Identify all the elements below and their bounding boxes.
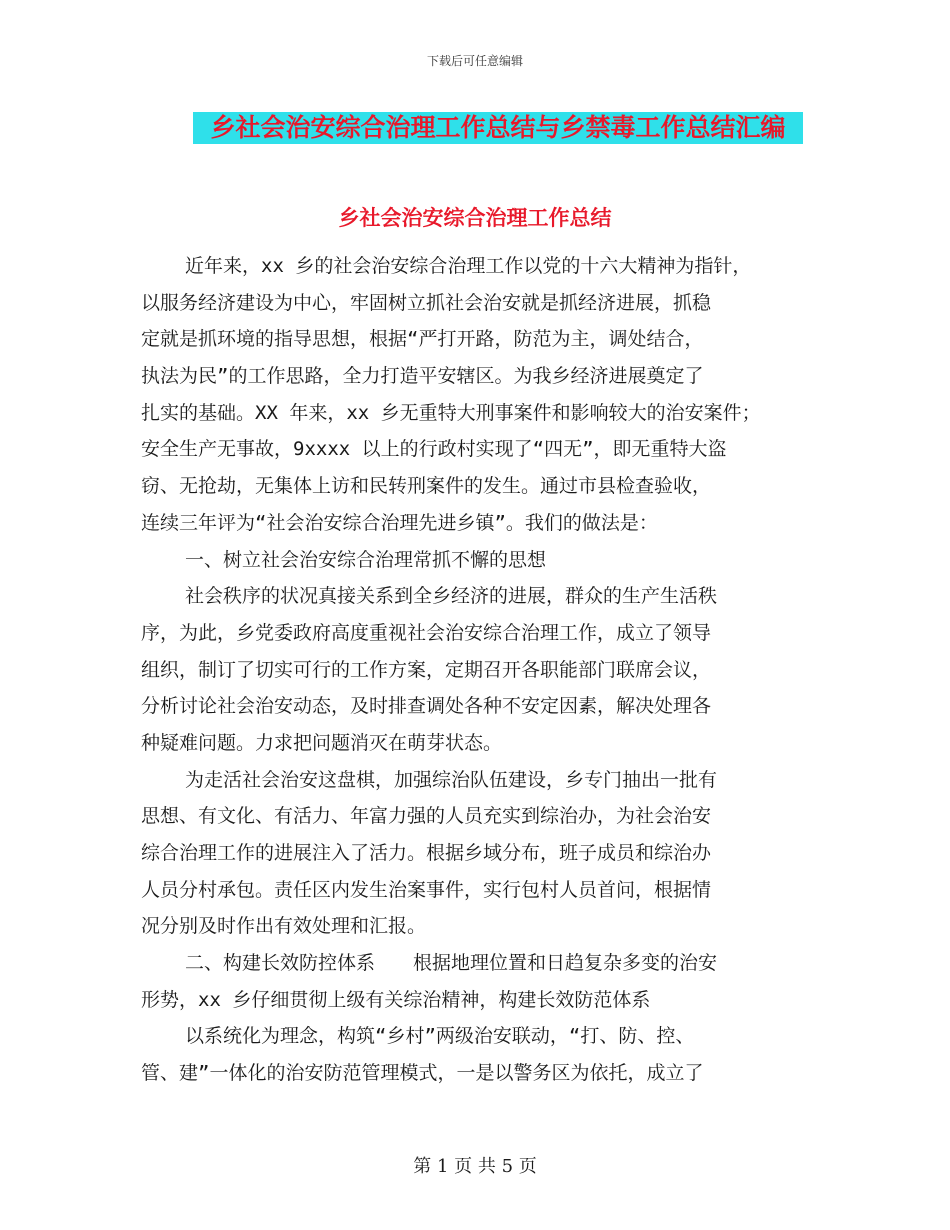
page-footer: 第 1 页 共 5 页 — [413, 1156, 537, 1177]
section-title: 乡社会治安综合治理工作总结 — [338, 206, 612, 230]
document-title: 乡社会治安综合治理工作总结与乡禁毒工作总结汇编 — [193, 112, 803, 144]
paragraph-line: 扎实的基础。XX 年来，xx 乡无重特大刑事案件和影响较大的治安案件； — [141, 401, 761, 424]
paragraph-line: 人员分村承包。责任区内发生治案事件，实行包村人员首问，根据情 — [141, 878, 712, 901]
paragraph-line: 安全生产无事故，9xxxx 以上的行政村实现了“四无”，即无重特大盗 — [141, 438, 727, 461]
paragraph-line: 综合治理工作的进展注入了活力。根据乡域分布，班子成员和综治办 — [141, 842, 712, 864]
paragraph-line: 序，为此，乡党委政府高度重视社会治安综合治理工作，成立了领导 — [141, 621, 712, 644]
paragraph-line: 窃、无抢劫，无集体上访和民转刑案件的发生。通过市县检查验收， — [141, 475, 712, 498]
paragraph-line: 以服务经济建设为中心，牢固树立抓社会治安就是抓经济进展，抓稳 — [141, 291, 712, 314]
body-text — [141, 248, 811, 1092]
paragraph-line: 形势，xx 乡仔细贯彻上级有关综治精神，构建长效防范体系 — [141, 988, 651, 1011]
section-heading: 二、构建长效防控体系 根据地理位置和日趋复杂多变的治安 — [185, 952, 718, 975]
header-note: 下载后可任意编辑 — [426, 54, 523, 68]
paragraph-line: 近年来，xx 乡的社会治安综合治理工作以党的十六大精神为指针， — [185, 255, 752, 277]
paragraph-line: 况分别及时作出有效处理和汇报。 — [141, 915, 427, 938]
paragraph-line: 思想、有文化、有活力、年富力强的人员充实到综治办，为社会治安 — [141, 805, 712, 828]
paragraph-line: 执法为民”的工作思路，全力打造平安辖区。为我乡经济进展奠定了 — [141, 365, 704, 388]
paragraph-line: 种疑难问题。力求把问题消灭在萌芽状态。 — [141, 731, 503, 754]
paragraph-line: 分析讨论社会治安动态，及时排查调处各种不安定因素，解决处理各 — [141, 695, 712, 718]
paragraph-line: 定就是抓环境的指导思想，根据“严打开路，防范为主，调处结合， — [141, 328, 704, 351]
paragraph-line: 组织，制订了切实可行的工作方案，定期召开各职能部门联席会议， — [141, 658, 712, 681]
paragraph-line: 管、建”一体化的治安防范管理模式，一是以警务区为依托，成立了 — [141, 1062, 704, 1085]
paragraph-line: 连续三年评为“社会治安综合治理先进乡镇”。我们的做法是： — [141, 511, 658, 534]
paragraph-line: 社会秩序的状况真接关系到全乡经济的进展，群众的生产生活秩 — [185, 585, 718, 608]
section-heading: 一、树立社会治安综合治理常抓不懈的思想 — [185, 548, 547, 571]
paragraph-line: 以系统化为理念，构筑“乡村”两级治安联动，“打、防、控、 — [185, 1025, 695, 1048]
paragraph-line: 为走活社会治安这盘棋，加强综治队伍建设，乡专门抽出一批有 — [185, 768, 718, 791]
